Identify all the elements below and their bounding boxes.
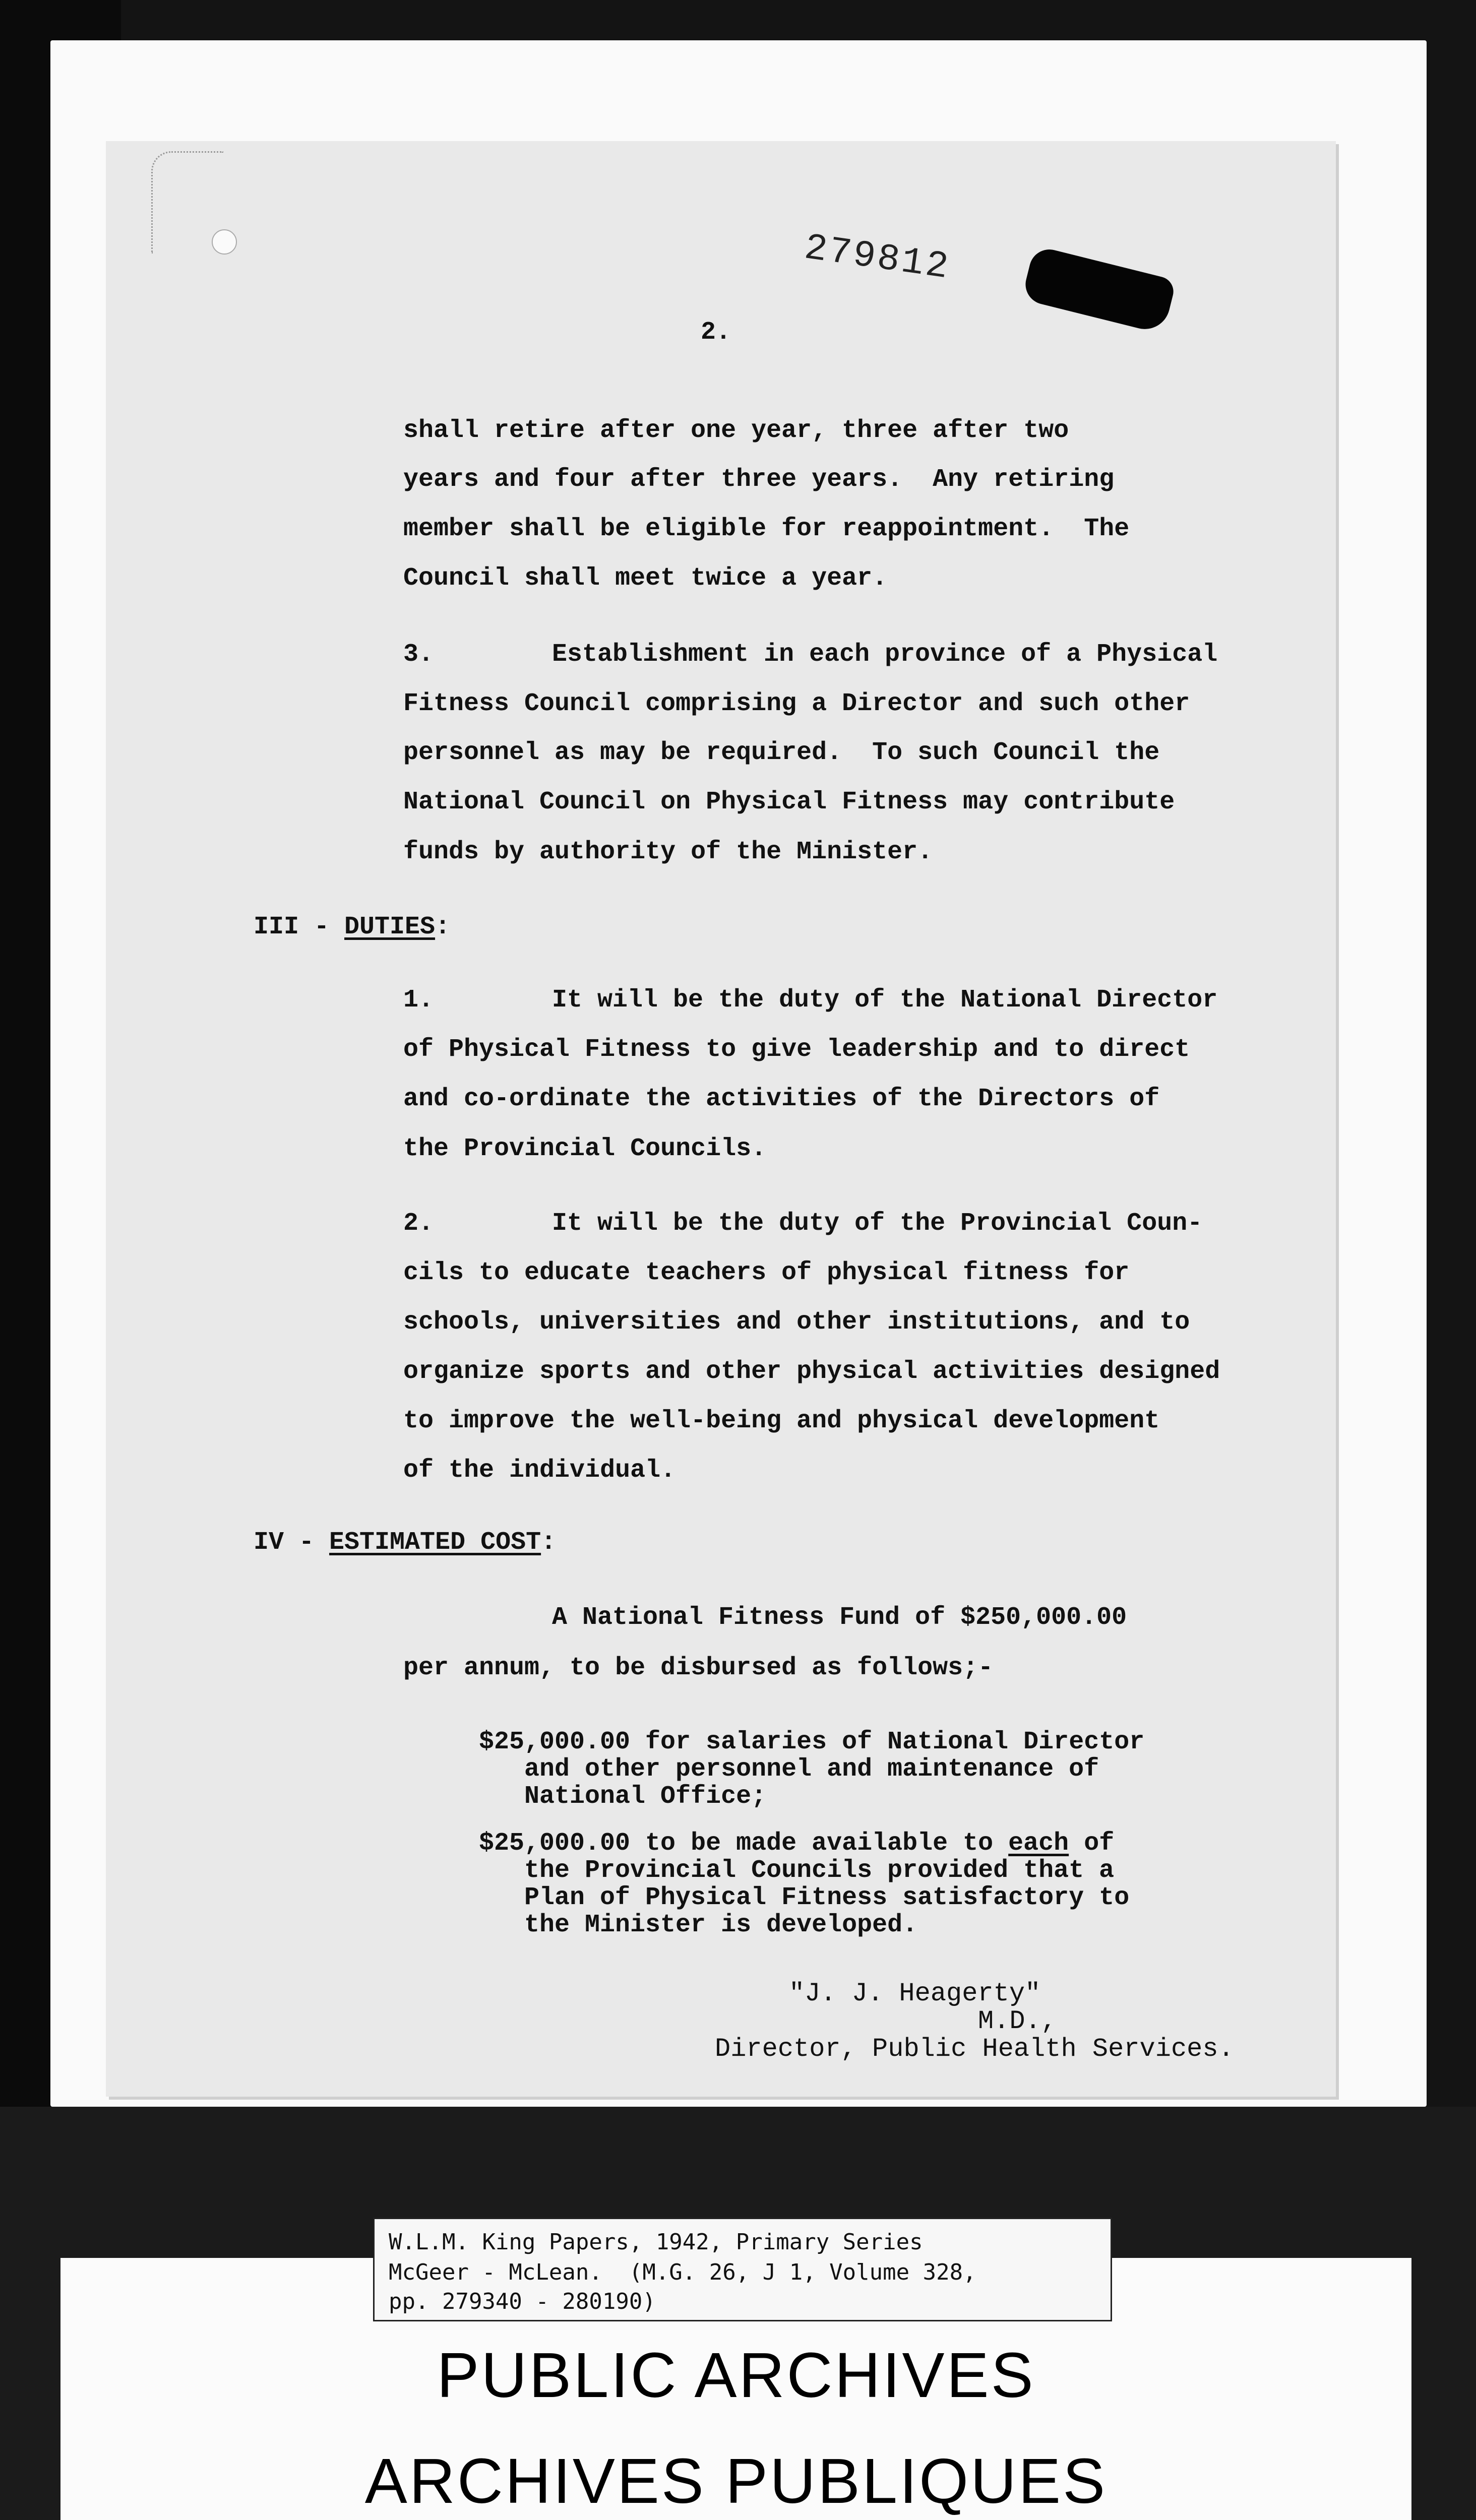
text-line: shall retire after one year, three after two: [403, 416, 1069, 445]
stamped-page-number: 279812: [802, 227, 953, 289]
cost-item-line: the Provincial Councils provided that a: [524, 1856, 1115, 1885]
cost-item-line: the Minister is developed.: [524, 1911, 918, 1939]
text-line: the Provincial Councils.: [403, 1135, 767, 1163]
text-line: of Physical Fitness to give leadership and to direct: [403, 1035, 1190, 1064]
item-number: 3.: [403, 640, 434, 669]
underlined-word: each: [1008, 1829, 1069, 1858]
citation-line: W.L.M. King Papers, 1942, Primary Series: [389, 2229, 923, 2255]
archives-english: PUBLIC ARCHIVES: [437, 2340, 1035, 2411]
cost-item-line: [479, 1831, 1114, 1856]
signature-name: "J. J. Heagerty": [789, 1979, 1041, 2008]
text-line: funds by authority of the Minister.: [403, 838, 933, 866]
citation-label: [373, 2218, 1112, 2321]
text-line: Establishment in each province of a Physical: [552, 640, 1218, 669]
text-line: and co-ordinate the activities of the Directors of: [403, 1085, 1160, 1113]
text-line: to improve the well-being and physical development: [403, 1407, 1160, 1435]
section-numeral: IV -: [254, 1528, 330, 1557]
text-line: Council shall meet twice a year.: [403, 564, 888, 593]
archives-french: ARCHIVES PUBLIQUES: [364, 2445, 1108, 2516]
cost-item-line: Plan of Physical Fitness satisfactory to: [524, 1883, 1130, 1912]
heading-colon: :: [435, 913, 451, 941]
text-line: organize sports and other physical activities designed: [403, 1357, 1220, 1386]
cost-text: $25,000.00 to be made available to: [479, 1829, 1009, 1858]
text-line: schools, universities and other institutions, and to: [403, 1308, 1190, 1337]
text-line: per annum, to be disbursed as follows;-: [403, 1654, 994, 1682]
punch-hole: [212, 229, 237, 255]
signature-title: Director, Public Health Services.: [715, 2034, 1234, 2064]
signature-degree: M.D.,: [978, 2006, 1057, 2036]
text-line: It will be the duty of the Provincial Coun-: [552, 1209, 1203, 1238]
text-line: National Council on Physical Fitness may contribute: [403, 788, 1175, 816]
citation-line: pp. 279340 - 280190): [389, 2289, 656, 2314]
cost-text: of: [1069, 1829, 1115, 1858]
text-line: A National Fitness Fund of $250,000.00: [552, 1603, 1127, 1632]
heading-colon: :: [541, 1528, 557, 1557]
heading-text: ESTIMATED COST: [329, 1528, 541, 1557]
cost-item-line: $25,000.00 for salaries of National Director: [479, 1728, 1145, 1756]
text-line: years and four after three years. Any retiring: [403, 465, 1115, 494]
text-line: Fitness Council comprising a Director and such other: [403, 689, 1190, 718]
item-number: 1.: [403, 986, 434, 1015]
text-line: of the individual.: [403, 1456, 676, 1485]
cost-item-line: and other personnel and maintenance of: [524, 1755, 1099, 1784]
item-number: 2.: [403, 1209, 434, 1238]
text-line: personnel as may be required. To such Council the: [403, 738, 1160, 767]
cost-item-line: National Office;: [524, 1782, 767, 1811]
text-line: member shall be eligible for reappointment. The: [403, 515, 1130, 543]
heading-text: DUTIES: [344, 913, 436, 941]
section-heading-duties: [254, 915, 450, 940]
page-number: 2.: [701, 318, 731, 347]
text-line: cils to educate teachers of physical fitness for: [403, 1258, 1130, 1287]
text-line: It will be the duty of the National Director: [552, 986, 1218, 1015]
section-numeral: III -: [254, 913, 345, 941]
section-heading-estimated-cost: [254, 1530, 556, 1555]
citation-line: McGeer - McLean. (M.G. 26, J 1, Volume 328,: [389, 2259, 976, 2285]
